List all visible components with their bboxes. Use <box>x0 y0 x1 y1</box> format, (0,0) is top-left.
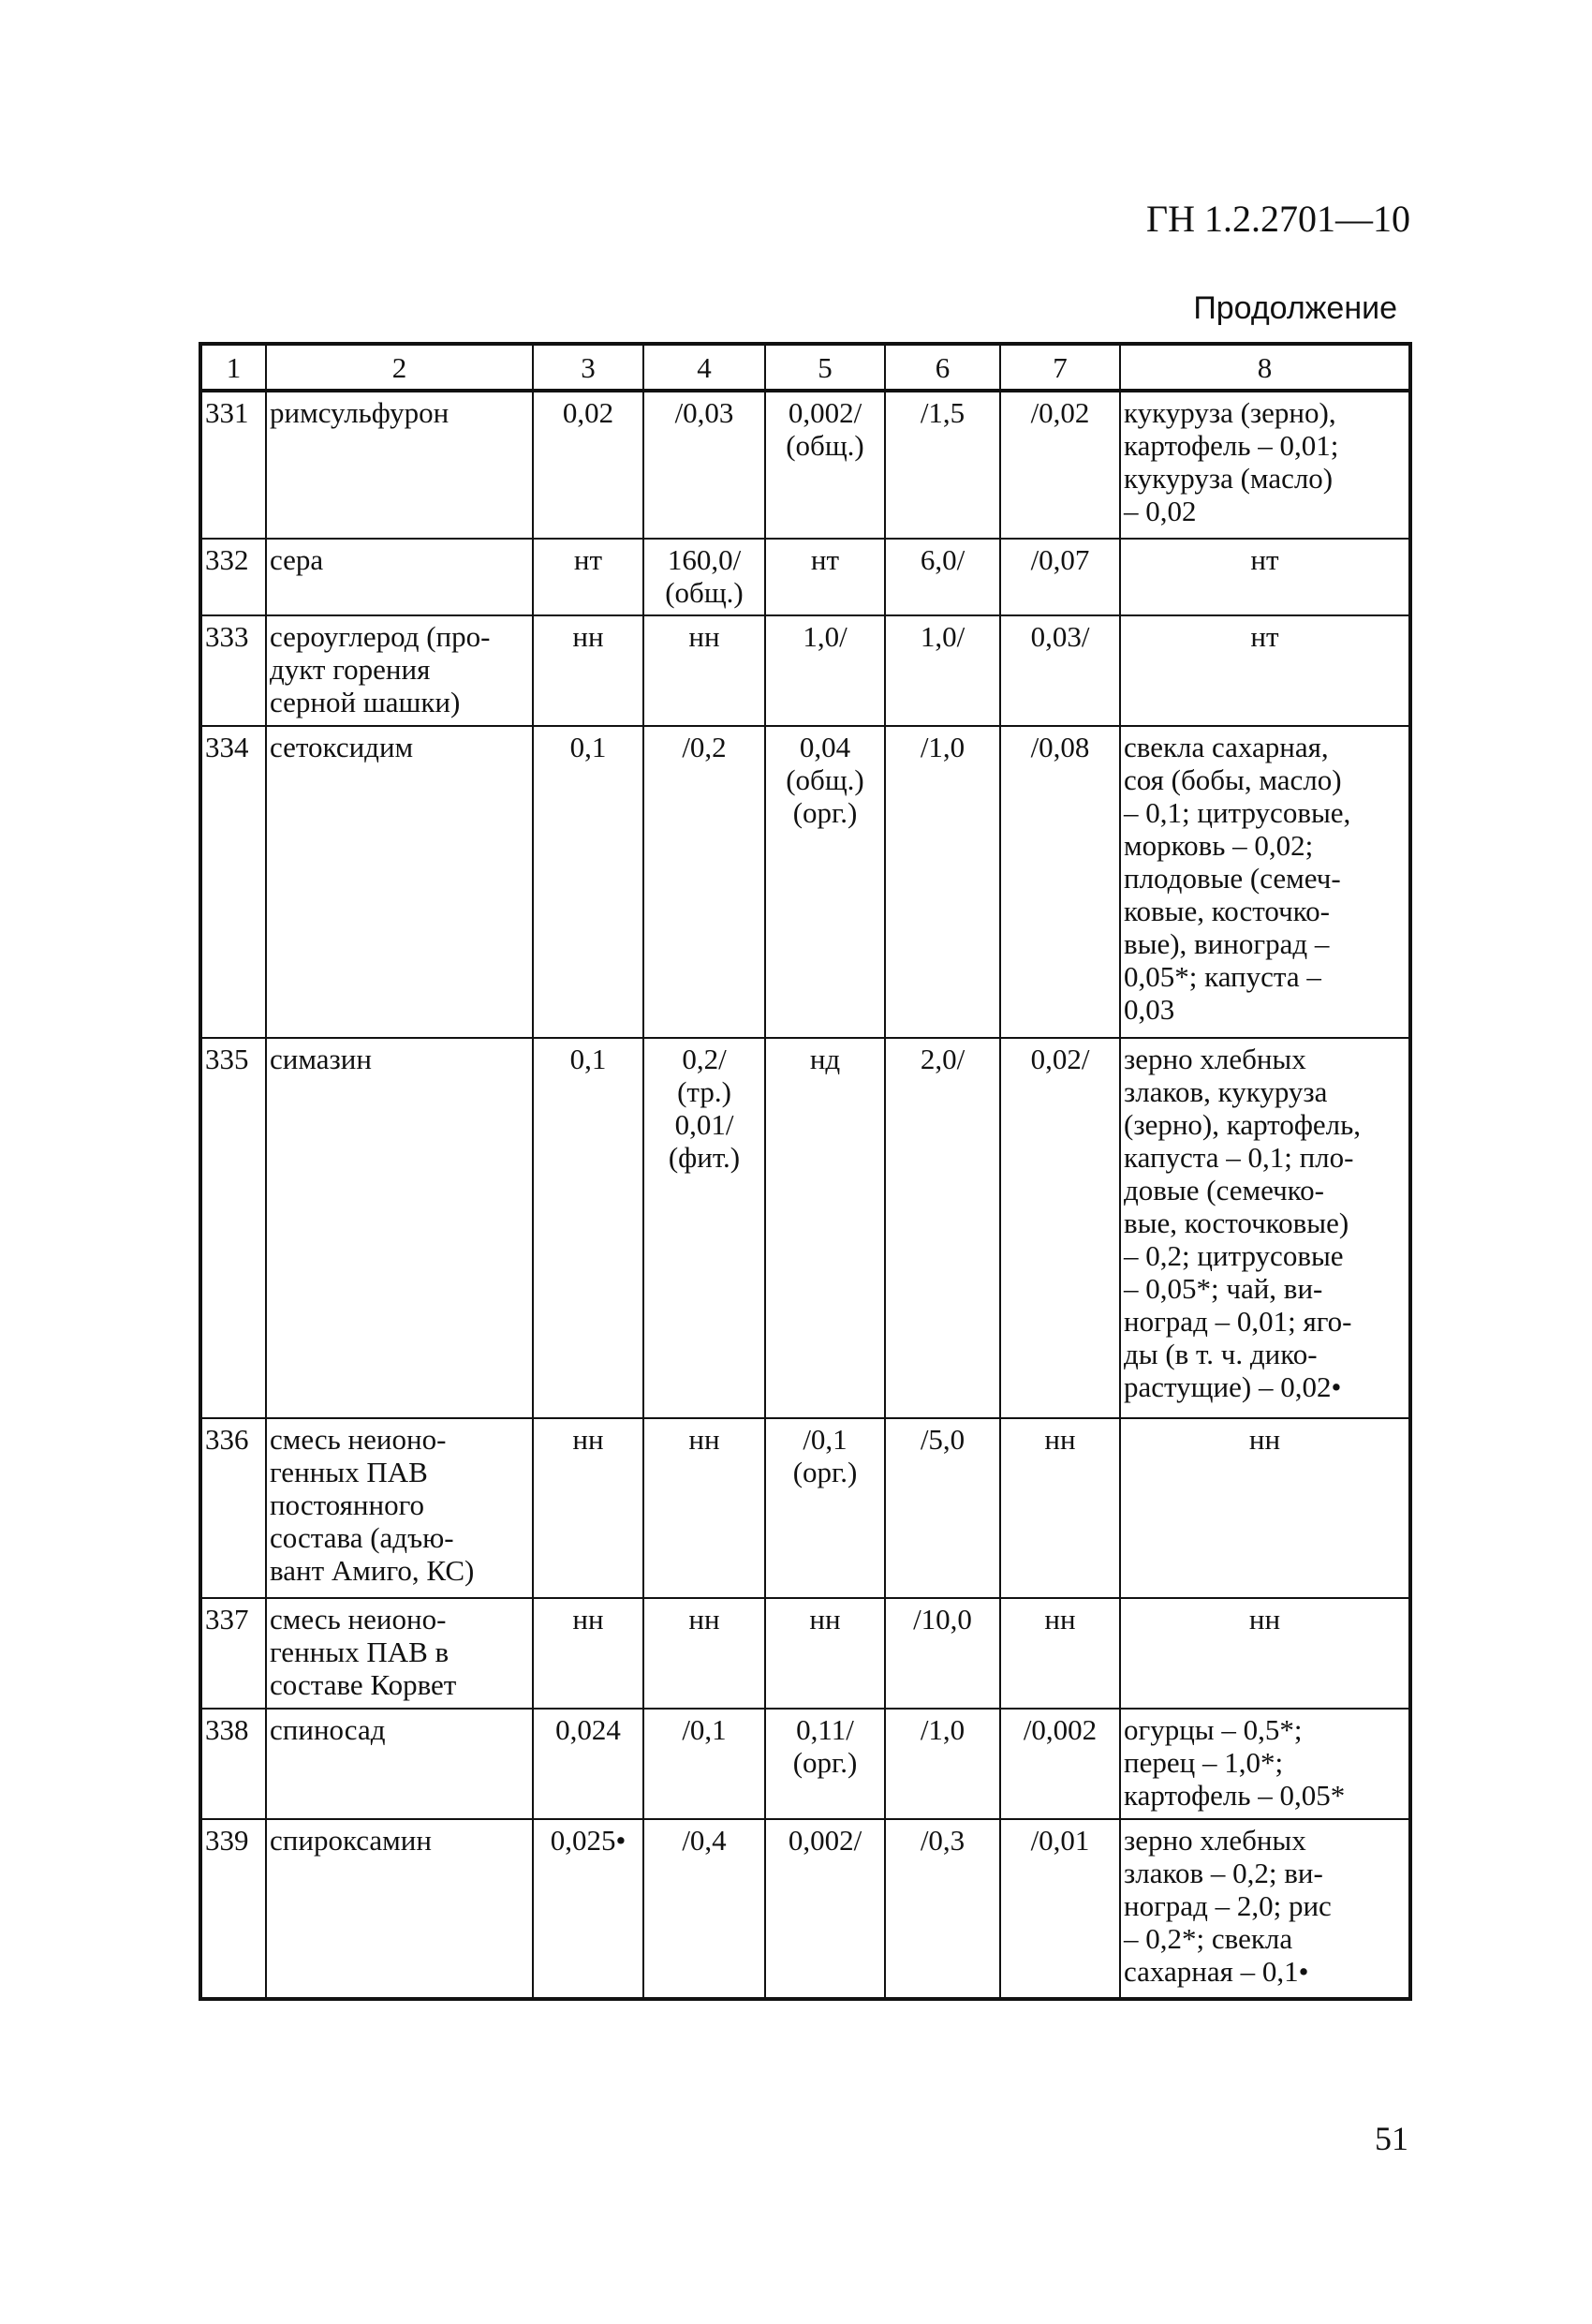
cell-value <box>1000 539 1120 615</box>
cell-line: соя (бобы, масло) <box>1124 763 1342 796</box>
cell-value <box>533 391 643 539</box>
cell-line: кукуруза (зерно), <box>1124 396 1336 429</box>
cell-line: картофель – 0,05* <box>1124 1779 1346 1812</box>
cell-line: /1,5 <box>920 396 966 429</box>
cell-line: 0,025• <box>550 1824 626 1857</box>
cell-value <box>1000 391 1120 539</box>
cell-line: 0,024 <box>555 1713 621 1746</box>
cell-line: симазин <box>270 1043 372 1075</box>
substance-name <box>266 1709 533 1819</box>
row-number: 336 <box>200 1418 266 1598</box>
cell-value <box>1000 1418 1120 1598</box>
cell-line: вант Амиго, КС) <box>270 1554 475 1587</box>
cell-line: огурцы – 0,5*; <box>1124 1713 1303 1746</box>
cell-line: генных ПАВ <box>270 1456 428 1488</box>
row-number: 338 <box>200 1709 266 1819</box>
cell-line: нт <box>1250 620 1279 653</box>
cell-line: 0,002/ <box>788 396 862 429</box>
cell-line: /0,08 <box>1030 731 1090 763</box>
crop-limits <box>1120 726 1410 1038</box>
column-header: 3 <box>533 344 643 391</box>
cell-line: дукт горения <box>270 653 431 686</box>
cell-value <box>533 1598 643 1709</box>
crop-limits <box>1120 1038 1410 1418</box>
cell-value <box>643 1819 765 1999</box>
cell-line: злаков – 0,2; ви- <box>1124 1857 1323 1889</box>
cell-line: – 0,1; цитрусовые, <box>1124 796 1351 829</box>
cell-value <box>533 1709 643 1819</box>
cell-value <box>765 1819 885 1999</box>
substance-name <box>266 539 533 615</box>
cell-line: /1,0 <box>920 731 966 763</box>
cell-value <box>1000 726 1120 1038</box>
row-number: 337 <box>200 1598 266 1709</box>
cell-line: сахарная – 0,1• <box>1124 1955 1309 1988</box>
cell-line: плодовые (семеч- <box>1124 862 1341 895</box>
cell-value <box>533 615 643 726</box>
cell-line: 2,0/ <box>920 1043 966 1075</box>
cell-line: сероуглерод (про- <box>270 620 491 653</box>
cell-line: (фит.) <box>668 1141 741 1174</box>
cell-value <box>765 615 885 726</box>
cell-line: (общ.) <box>786 763 864 796</box>
cell-value <box>765 1418 885 1598</box>
cell-line: (орг.) <box>792 1456 858 1488</box>
cell-line: /0,1 <box>803 1423 848 1456</box>
cell-value <box>643 1598 765 1709</box>
column-header: 8 <box>1120 344 1410 391</box>
table-header-row <box>200 344 1410 391</box>
cell-line: нн <box>688 620 720 653</box>
cell-value <box>643 539 765 615</box>
row-number: 334 <box>200 726 266 1038</box>
document-code: ГН 1.2.2701—10 <box>1145 198 1410 240</box>
substance-name <box>266 1598 533 1709</box>
cell-line: – 0,2*; свекла <box>1124 1922 1293 1955</box>
cell-line: ды (в т. ч. дико- <box>1124 1338 1318 1370</box>
cell-line: растущие) – 0,02• <box>1124 1370 1342 1403</box>
cell-value <box>533 1418 643 1598</box>
column-header: 4 <box>643 344 765 391</box>
cell-line: – 0,02 <box>1124 495 1197 527</box>
cell-value <box>885 1598 1000 1709</box>
cell-line: 0,03 <box>1124 993 1175 1026</box>
cell-line: 0,05*; капуста – <box>1124 960 1321 993</box>
cell-line: нн <box>688 1423 720 1456</box>
substance-name <box>266 1418 533 1598</box>
cell-line: 0,1 <box>569 731 607 763</box>
cell-value <box>643 391 765 539</box>
cell-line: нн <box>572 1423 604 1456</box>
cell-line: римсульфурон <box>270 396 450 429</box>
cell-line: вые, косточковые) <box>1124 1206 1349 1239</box>
cell-line: нн <box>688 1603 720 1636</box>
cell-line: нн <box>1044 1603 1076 1636</box>
crop-limits <box>1120 1819 1410 1999</box>
cell-line: /0,002 <box>1023 1713 1098 1746</box>
cell-line: /0,1 <box>682 1713 727 1746</box>
row-number: 335 <box>200 1038 266 1418</box>
cell-line: нт <box>810 543 840 576</box>
cell-value <box>643 1038 765 1418</box>
cell-line: нн <box>1044 1423 1076 1456</box>
cell-line: 1,0/ <box>920 620 966 653</box>
cell-value <box>885 1418 1000 1598</box>
cell-value <box>1000 1709 1120 1819</box>
column-header: 5 <box>765 344 885 391</box>
cell-line: 0,02 <box>562 396 614 429</box>
row-number: 339 <box>200 1819 266 1999</box>
cell-value <box>533 1819 643 1999</box>
cell-line: (тр.) <box>677 1075 731 1108</box>
cell-value <box>643 615 765 726</box>
cell-value <box>765 1038 885 1418</box>
cell-line: 1,0/ <box>803 620 848 653</box>
crop-limits <box>1120 391 1410 539</box>
cell-line: /0,01 <box>1030 1824 1090 1857</box>
substance-name <box>266 726 533 1038</box>
cell-line: смесь неионо- <box>270 1603 447 1636</box>
cell-value <box>765 726 885 1038</box>
cell-line: серной шашки) <box>270 686 461 718</box>
substance-name <box>266 1819 533 1999</box>
table-row <box>200 1819 1410 1999</box>
page-number: 51 <box>1375 2120 1408 2157</box>
cell-value <box>765 539 885 615</box>
cell-line: 0,03/ <box>1030 620 1090 653</box>
cell-line: картофель – 0,01; <box>1124 429 1339 462</box>
cell-line: 6,0/ <box>920 543 966 576</box>
cell-line: ноград – 2,0; рис <box>1124 1889 1332 1922</box>
substance-name <box>266 1038 533 1418</box>
cell-line: /0,03 <box>674 396 734 429</box>
cell-line: составе Корвет <box>270 1668 457 1701</box>
cell-line: 0,11/ <box>796 1713 854 1746</box>
cell-line: (общ.) <box>786 429 864 462</box>
cell-line: /0,07 <box>1030 543 1090 576</box>
cell-value <box>885 391 1000 539</box>
cell-value <box>765 391 885 539</box>
cell-line: /0,4 <box>682 1824 727 1857</box>
cell-value <box>765 1598 885 1709</box>
substance-name <box>266 391 533 539</box>
cell-line: нн <box>572 1603 604 1636</box>
cell-line: 0,01/ <box>674 1108 734 1141</box>
cell-line: капуста – 0,1; пло- <box>1124 1141 1354 1174</box>
cell-line: нн <box>572 620 604 653</box>
cell-line: спиносад <box>270 1713 386 1746</box>
row-number: 331 <box>200 391 266 539</box>
table-row <box>200 1709 1410 1819</box>
cell-value <box>533 1038 643 1418</box>
cell-value <box>1000 615 1120 726</box>
cell-line: нт <box>573 543 603 576</box>
cell-line: сера <box>270 543 324 576</box>
cell-line: 0,04 <box>799 731 851 763</box>
cell-line: зерно хлебных <box>1124 1043 1306 1075</box>
cell-line: – 0,2; цитрусовые <box>1124 1239 1344 1272</box>
cell-line: состава (адъю- <box>270 1521 454 1554</box>
cell-line: /1,0 <box>920 1713 966 1746</box>
cell-value <box>885 726 1000 1038</box>
column-header: 7 <box>1000 344 1120 391</box>
table-row <box>200 391 1410 539</box>
table-row <box>200 1038 1410 1418</box>
crop-limits <box>1120 1598 1410 1709</box>
cell-line: 160,0/ <box>667 543 742 576</box>
cell-line: спироксамин <box>270 1824 432 1857</box>
cell-line: постоянного <box>270 1488 425 1521</box>
cell-value <box>885 615 1000 726</box>
cell-line: 0,02/ <box>1030 1043 1090 1075</box>
cell-value <box>885 1819 1000 1999</box>
table-row <box>200 615 1410 726</box>
crop-limits <box>1120 615 1410 726</box>
column-header: 1 <box>200 344 266 391</box>
cell-line: зерно хлебных <box>1124 1824 1306 1857</box>
cell-line: ковые, косточко- <box>1124 895 1330 927</box>
cell-line: /0,2 <box>682 731 727 763</box>
cell-line: генных ПАВ в <box>270 1636 450 1668</box>
column-header: 6 <box>885 344 1000 391</box>
cell-line: 0,002/ <box>788 1824 862 1857</box>
substance-name <box>266 615 533 726</box>
cell-line: перец – 1,0*; <box>1124 1746 1284 1779</box>
cell-line: (орг.) <box>792 796 858 829</box>
row-number: 332 <box>200 539 266 615</box>
cell-line: сетоксидим <box>270 731 414 763</box>
cell-value <box>885 1038 1000 1418</box>
cell-value <box>885 1709 1000 1819</box>
cell-value <box>1000 1038 1120 1418</box>
cell-value <box>643 1709 765 1819</box>
crop-limits <box>1120 1709 1410 1819</box>
cell-line: /0,3 <box>920 1824 966 1857</box>
cell-line: /0,02 <box>1030 396 1090 429</box>
cell-value <box>643 1418 765 1598</box>
cell-line: вые), виноград – <box>1124 927 1330 960</box>
cell-line: нн <box>1248 1603 1281 1636</box>
cell-line: нн <box>1248 1423 1281 1456</box>
cell-value <box>765 1709 885 1819</box>
cell-value <box>533 726 643 1038</box>
cell-line: ноград – 0,01; яго- <box>1124 1305 1352 1338</box>
cell-line: – 0,05*; чай, ви- <box>1124 1272 1323 1305</box>
cell-line: нд <box>809 1043 841 1075</box>
cell-value <box>1000 1819 1120 1999</box>
cell-line: смесь неионо- <box>270 1423 447 1456</box>
data-table <box>199 342 1412 2001</box>
cell-value <box>643 726 765 1038</box>
cell-line: 0,1 <box>569 1043 607 1075</box>
cell-line: /10,0 <box>913 1603 972 1636</box>
table-row <box>200 1418 1410 1598</box>
cell-line: нн <box>809 1603 841 1636</box>
table-row <box>200 1598 1410 1709</box>
column-header: 2 <box>266 344 533 391</box>
cell-line: довые (семечко- <box>1124 1174 1324 1206</box>
cell-value <box>533 539 643 615</box>
cell-line: свекла сахарная, <box>1124 731 1329 763</box>
cell-value <box>885 539 1000 615</box>
table-body <box>200 391 1410 1999</box>
cell-line: (общ.) <box>665 576 744 609</box>
cell-line: морковь – 0,02; <box>1124 829 1314 862</box>
cell-line: 0,2/ <box>682 1043 727 1075</box>
cell-value <box>1000 1598 1120 1709</box>
cell-line: /5,0 <box>920 1423 966 1456</box>
continuation-label: Продолжение <box>1193 290 1397 326</box>
cell-line: злаков, кукуруза <box>1124 1075 1328 1108</box>
table-row <box>200 726 1410 1038</box>
crop-limits <box>1120 539 1410 615</box>
cell-line: нт <box>1250 543 1279 576</box>
crop-limits <box>1120 1418 1410 1598</box>
cell-line: (орг.) <box>792 1746 858 1779</box>
cell-line: кукуруза (масло) <box>1124 462 1334 495</box>
row-number: 333 <box>200 615 266 726</box>
cell-line: (зерно), картофель, <box>1124 1108 1362 1141</box>
table-row <box>200 539 1410 615</box>
